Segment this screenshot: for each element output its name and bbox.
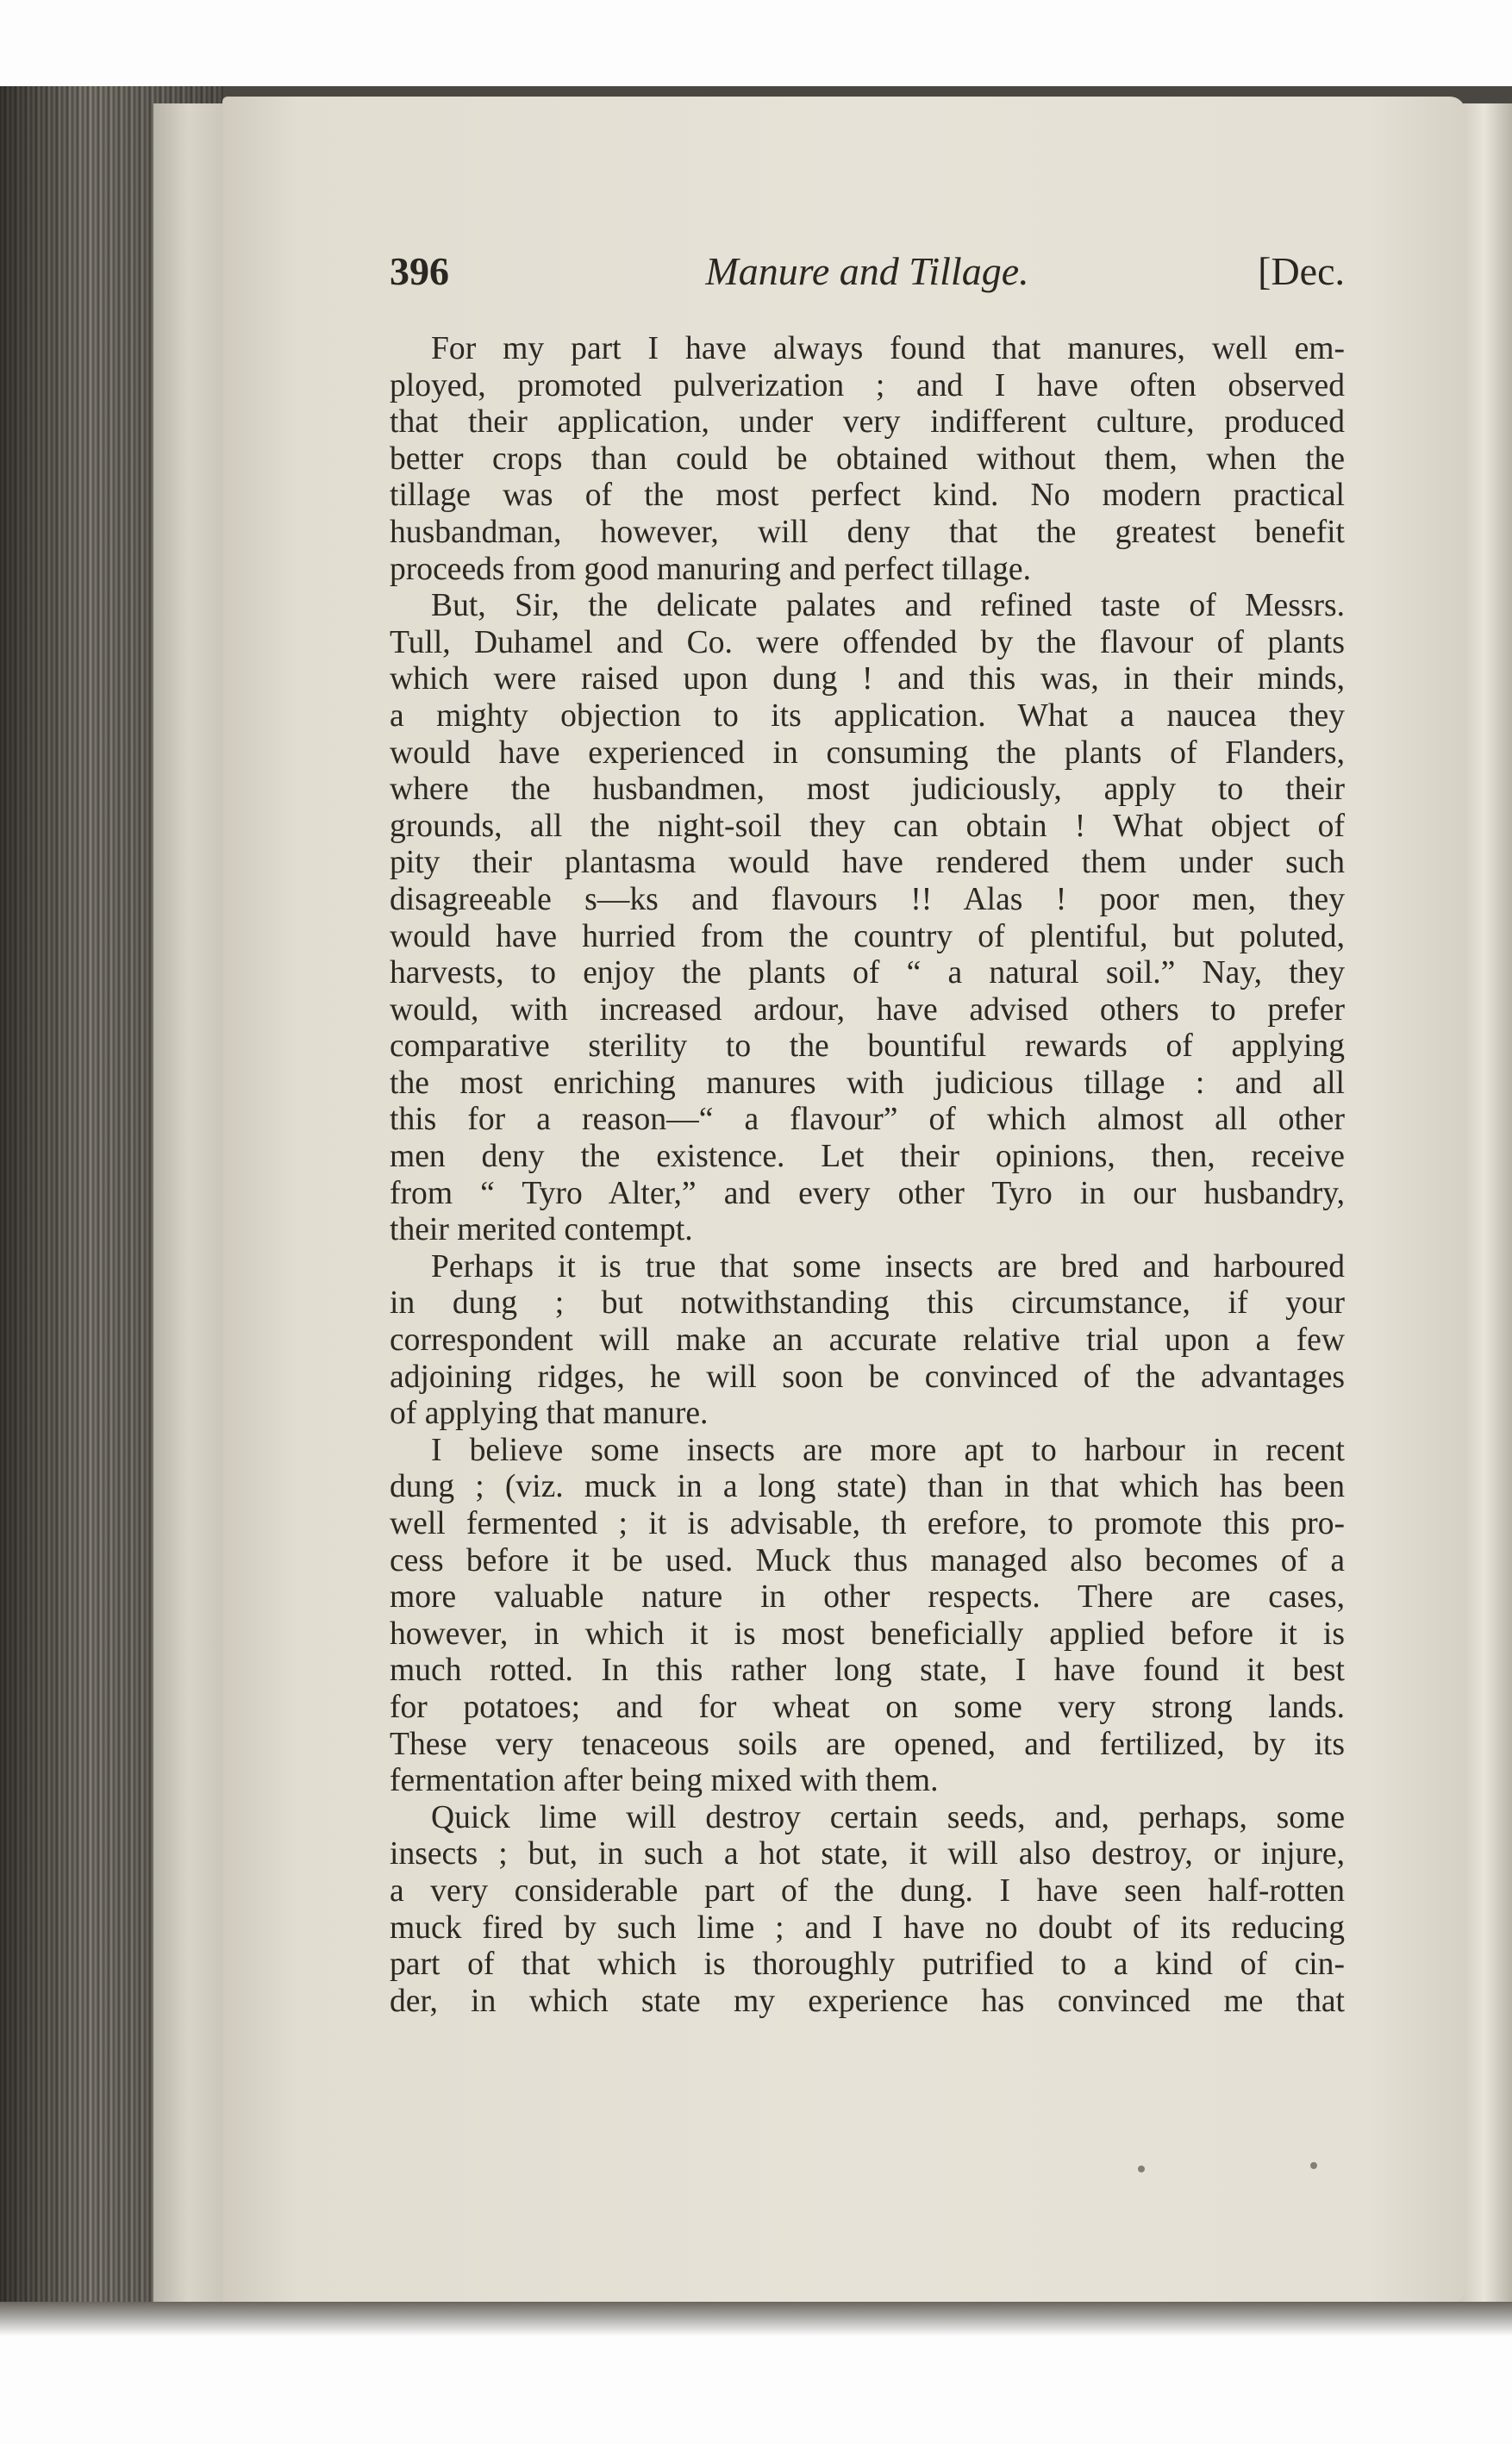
- running-head: [390, 248, 1345, 309]
- text-line: cess before it be used. Muck thus managed also becomes of a: [390, 1542, 1345, 1578]
- text-line: tillage was of the most perfect kind. No modern practical: [390, 478, 1345, 514]
- text-line: this for a reason—“ a flavour” of which almost all other: [390, 1102, 1345, 1138]
- text-line: Quick lime will destroy certain seeds, and, perhaps, some: [431, 1799, 1345, 1835]
- text-line: better crops than could be obtained without them, when the: [390, 441, 1345, 477]
- text-line: But, Sir, the delicate palates and refined taste of Messrs.: [431, 588, 1345, 624]
- text-line: much rotted. In this rather long state, I have found it best: [390, 1653, 1345, 1689]
- text-line: These very tenaceous soils are opened, and fertilized, by its: [390, 1726, 1345, 1762]
- text-line: proceeds from good manuring and perfect tillage.: [390, 551, 1031, 587]
- body-text: [390, 331, 1345, 2020]
- text-line: men deny the existence. Let their opinions, then, receive: [390, 1139, 1345, 1175]
- text-line: disagreeable s—ks and flavours !! Alas ! poor men, they: [390, 881, 1345, 917]
- text-line: comparative sterility to the bountiful rewards of applying: [390, 1028, 1345, 1065]
- bottom-shadow: [0, 2302, 1512, 2336]
- text-line: grounds, all the night-soil they can obtain ! What object of: [390, 808, 1345, 844]
- text-line: correspondent will make an accurate relative trial upon a few: [390, 1322, 1345, 1359]
- text-line: would, with increased ardour, have advised others to prefer: [390, 991, 1345, 1028]
- text-line: where the husbandmen, most judiciously, apply to their: [390, 772, 1345, 808]
- text-line: would have hurried from the country of plentiful, but poluted,: [390, 918, 1345, 954]
- running-month: [Dec.: [1258, 249, 1345, 293]
- text-line: their merited contempt.: [390, 1212, 693, 1248]
- ink-speck: [1310, 2162, 1317, 2169]
- text-line: of applying that manure.: [390, 1396, 709, 1432]
- text-line: dung ; (viz. muck in a long state) than in that which has been: [390, 1469, 1345, 1505]
- text-line: insects ; but, in such a hot state, it will also destroy, or injure,: [390, 1836, 1345, 1872]
- text-line: Tull, Duhamel and Co. were offended by the flavour of plants: [390, 624, 1345, 660]
- ink-speck: [1138, 2166, 1145, 2172]
- page-gutter: [153, 103, 231, 2310]
- text-line: a very considerable part of the dung. I have seen half-rotten: [390, 1872, 1345, 1909]
- text-line: der, in which state my experience has convinced me that: [390, 1983, 1345, 2019]
- text-line: would have experienced in consuming the plants of Flanders,: [390, 734, 1345, 771]
- page-number: 396: [390, 249, 449, 293]
- text-line: for potatoes; and for wheat on some very strong lands.: [390, 1689, 1345, 1725]
- text-line: more valuable nature in other respects. There are cases,: [390, 1579, 1345, 1616]
- text-line: husbandman, however, will deny that the greatest benefit: [390, 514, 1345, 550]
- text-line: harvests, to enjoy the plants of “ a natural soil.” Nay, they: [390, 955, 1345, 991]
- text-line: adjoining ridges, he will soon be convinced of the advantages: [390, 1359, 1345, 1395]
- text-line: ployed, promoted pulverization ; and I have often observed: [390, 367, 1345, 403]
- text-line: the most enriching manures with judicious tillage : and all: [390, 1065, 1345, 1101]
- text-line: from “ Tyro Alter,” and every other Tyro in our husbandry,: [390, 1175, 1345, 1211]
- text-line: well fermented ; it is advisable, th erefore, to promote this pro-: [390, 1506, 1345, 1541]
- text-line: fermentation after being mixed with them.: [390, 1763, 939, 1799]
- text-line: Perhaps it is true that some insects are bred and harboured: [431, 1248, 1345, 1285]
- text-line: that their application, under very indifferent culture, produced: [390, 404, 1345, 441]
- text-line: muck fired by such lime ; and I have no doubt of its reducing: [390, 1910, 1345, 1946]
- running-title: Manure and Tillage.: [705, 249, 1029, 293]
- text-line: however, in which it is most beneficially applied before it is: [390, 1616, 1345, 1652]
- text-line: in dung ; but notwithstanding this circumstance, if your: [390, 1285, 1345, 1322]
- text-line: For my part I have always found that manures, well em-: [431, 331, 1345, 366]
- text-line: part of that which is thoroughly putrified to a kind of cin-: [390, 1947, 1345, 1983]
- text-line: which were raised upon dung ! and this was, in their minds,: [390, 661, 1345, 697]
- text-line: a mighty objection to its application. What a naucea they: [390, 697, 1345, 734]
- text-line: pity their plantasma would have rendered them under such: [390, 845, 1345, 881]
- text-line: I believe some insects are more apt to harbour in recent: [431, 1432, 1345, 1468]
